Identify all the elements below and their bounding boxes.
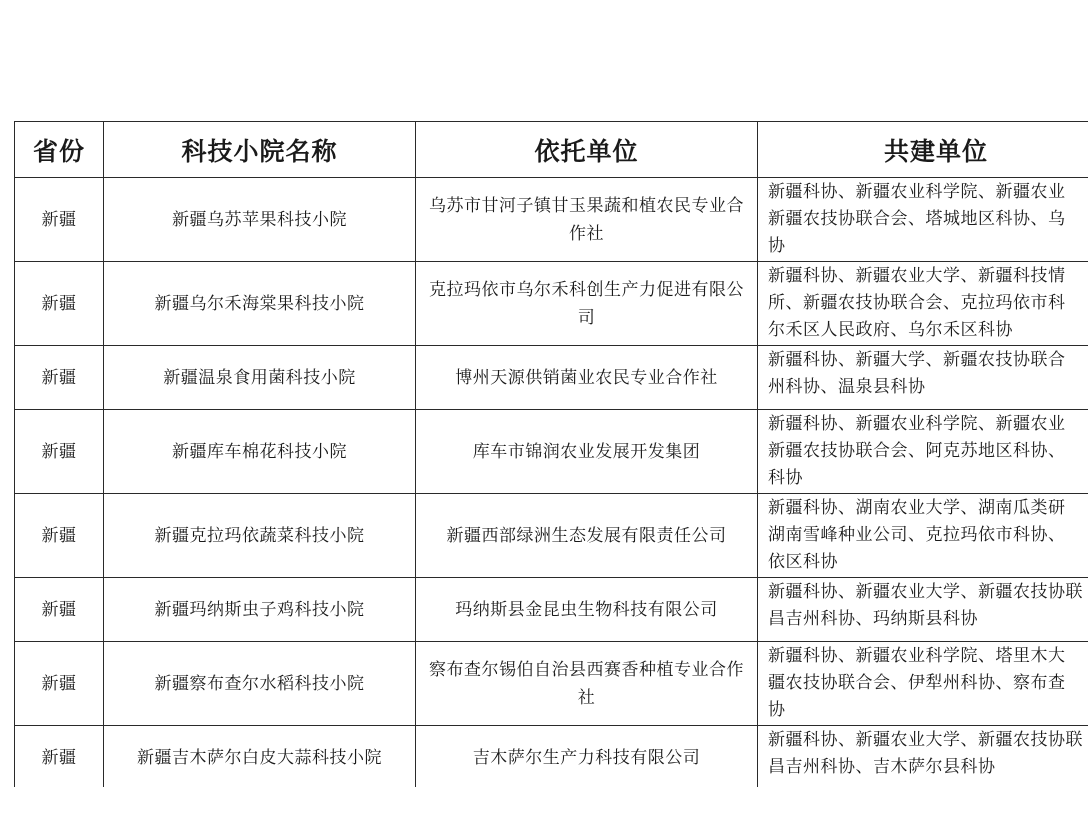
cell-cobuild (758, 262, 1088, 346)
cell-cobuild (758, 178, 1088, 262)
table-row (15, 346, 1088, 410)
header-cobuild: 共建单位 (758, 122, 1088, 178)
cell-name: 新疆克拉玛依蔬菜科技小院 (104, 494, 416, 578)
table-row (15, 262, 1088, 346)
header-province: 省份 (15, 122, 104, 178)
cell-name: 新疆库车棉花科技小院 (104, 410, 416, 494)
cell-name: 新疆乌苏苹果科技小院 (104, 178, 416, 262)
cell-cobuild (758, 346, 1088, 410)
table-container (0, 121, 1088, 787)
cell-cobuild (758, 410, 1088, 494)
table-row (15, 410, 1088, 494)
cell-province: 新疆 (15, 642, 104, 726)
cobuild-line: 新疆科协、新疆农业科学院、新疆农业 (768, 182, 1066, 202)
cell-dependency: 玛纳斯县金昆虫生物科技有限公司 (416, 578, 758, 642)
cell-province: 新疆 (15, 726, 104, 788)
cobuild-line: 新疆科协、新疆农业科学院、塔里木大 (768, 646, 1066, 666)
cobuild-line: 新疆科协、新疆大学、新疆农技协联合 (768, 350, 1066, 370)
cell-dependency: 新疆西部绿洲生态发展有限责任公司 (416, 494, 758, 578)
cobuild-line: 新疆科协、新疆农业科学院、新疆农业 (768, 414, 1066, 434)
table-row (15, 726, 1088, 788)
cell-name: 新疆乌尔禾海棠果科技小院 (104, 262, 416, 346)
cobuild-line: 湖南雪峰种业公司、克拉玛依市科协、 (768, 525, 1066, 545)
cell-dependency: 吉木萨尔生产力科技有限公司 (416, 726, 758, 788)
cobuild-line: 新疆科协、湖南农业大学、湖南瓜类研 (768, 498, 1066, 518)
cobuild-line: 昌吉州科协、玛纳斯县科协 (768, 609, 978, 629)
cell-name: 新疆吉木萨尔白皮大蒜科技小院 (104, 726, 416, 788)
cobuild-line: 科协 (768, 468, 803, 488)
cobuild-line: 协 (768, 700, 786, 720)
cell-dependency: 库车市锦润农业发展开发集团 (416, 410, 758, 494)
cobuild-line: 昌吉州科协、吉木萨尔县科协 (768, 757, 996, 777)
header-name: 科技小院名称 (104, 122, 416, 178)
cell-dependency: 博州天源供销菌业农民专业合作社 (416, 346, 758, 410)
table-row (15, 642, 1088, 726)
table-row (15, 494, 1088, 578)
cell-name: 新疆玛纳斯虫子鸡科技小院 (104, 578, 416, 642)
cell-cobuild (758, 726, 1088, 788)
cobuild-line: 依区科协 (768, 552, 838, 572)
science-courtyard-table (14, 121, 1088, 787)
cell-province: 新疆 (15, 346, 104, 410)
cell-province: 新疆 (15, 178, 104, 262)
cobuild-line: 新疆农技协联合会、塔城地区科协、乌 (768, 209, 1066, 229)
table-row (15, 578, 1088, 642)
cobuild-line: 疆农技协联合会、伊犁州科协、察布查 (768, 673, 1066, 693)
cell-province: 新疆 (15, 578, 104, 642)
cell-cobuild (758, 578, 1088, 642)
cell-province: 新疆 (15, 410, 104, 494)
table-row (15, 178, 1088, 262)
cobuild-line: 新疆科协、新疆农业大学、新疆农技协联 (768, 582, 1083, 602)
cell-province: 新疆 (15, 262, 104, 346)
cell-name: 新疆温泉食用菌科技小院 (104, 346, 416, 410)
cell-dependency: 察布查尔锡伯自治县西赛香种植专业合作社 (416, 642, 758, 726)
cobuild-line: 州科协、温泉县科协 (768, 377, 926, 397)
cobuild-line: 新疆科协、新疆农业大学、新疆农技协联 (768, 730, 1083, 750)
cell-name: 新疆察布查尔水稻科技小院 (104, 642, 416, 726)
cobuild-line: 新疆农技协联合会、阿克苏地区科协、 (768, 441, 1066, 461)
cobuild-line: 协 (768, 236, 786, 256)
cell-cobuild (758, 642, 1088, 726)
header-dependency: 依托单位 (416, 122, 758, 178)
cell-province: 新疆 (15, 494, 104, 578)
cell-dependency: 克拉玛依市乌尔禾科创生产力促进有限公司 (416, 262, 758, 346)
cobuild-line: 新疆科协、新疆农业大学、新疆科技情 (768, 266, 1066, 286)
cell-cobuild (758, 494, 1088, 578)
cell-dependency: 乌苏市甘河子镇甘玉果蔬和植农民专业合作社 (416, 178, 758, 262)
table-header-row (15, 122, 1088, 178)
cobuild-line: 尔禾区人民政府、乌尔禾区科协 (768, 320, 1013, 340)
cobuild-line: 所、新疆农技协联合会、克拉玛依市科 (768, 293, 1066, 313)
